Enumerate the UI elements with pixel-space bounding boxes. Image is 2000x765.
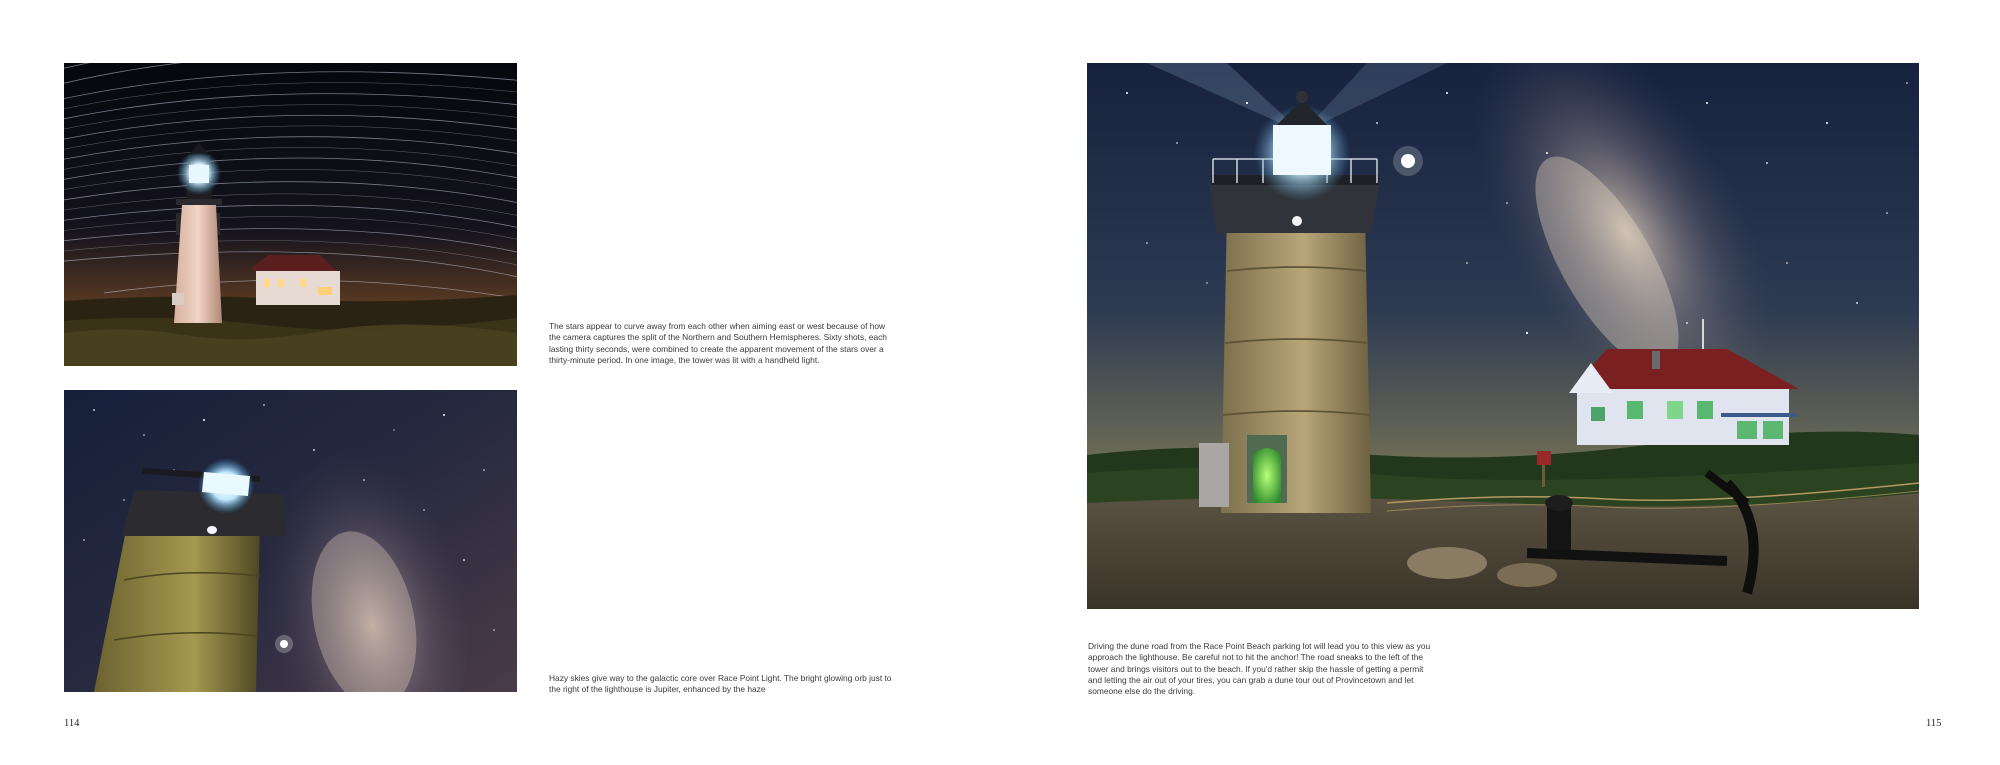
caption-star-trails: The stars appear to curve away from each other when aiming east or west because of how the camera captures the split of the Northern and Southern Hemispheres. Sixty shots, each lasting thirty seconds, were combined to create the apparent movement of the stars over a thirty-minute period. In one image, the tower was lit with a handheld light. <box>549 321 887 365</box>
caption-dune-road: Driving the dune road from the Race Point Beach parking lot will lead you to this view as you approach the lighthouse. Be careful not to hit the anchor! The road sneaks to the left of the tower and brings visitors out to the beach. If you'd rather skip the hassle of getting a permit and letting the air out of your tires, you can grab a dune tour out of Provincetown and let someone else do the driving. <box>1088 641 1431 697</box>
page-number-right: 115 <box>1926 718 1942 729</box>
right-page <box>1000 0 2000 765</box>
star-trails-photo <box>64 63 517 366</box>
page-number-left: 114 <box>64 718 80 729</box>
lighthouse-anchor-photo <box>1087 63 1919 609</box>
milky-way-tower-photo <box>64 390 517 692</box>
caption-galactic-core: Hazy skies give way to the galactic core over Race Point Light. The bright glowing orb just to the right of the lighthouse is Jupiter, enhanced by the haze <box>549 673 892 695</box>
